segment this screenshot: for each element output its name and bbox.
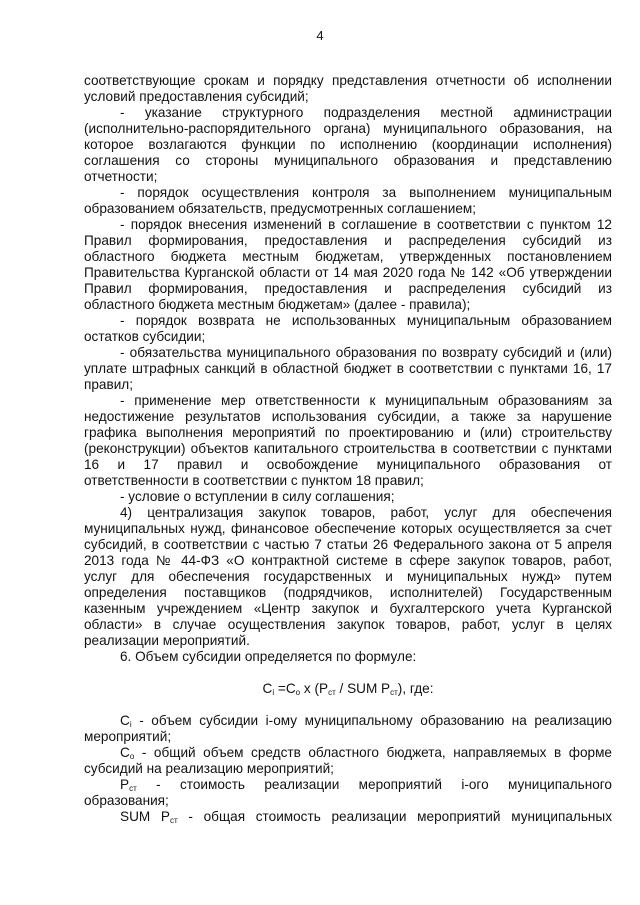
definition-symbol-sub: o — [129, 752, 135, 761]
formula-c: C — [262, 681, 273, 696]
text-line: соглашения со стороны муниципального образования и представлению — [84, 153, 612, 168]
definition-line — [84, 745, 612, 761]
text-line: определения поставщиков (подрядчиков, исполнителей) Государственным — [84, 585, 612, 600]
text-line: областного бюджета местным бюджетам, утвержденных постановлением — [84, 249, 612, 264]
text-line: - порядок внесения изменений в соглашение в соответствии с пунктом 12 — [120, 217, 612, 232]
definition-text: субсидий на реализацию мероприятий; — [84, 761, 334, 776]
text-line: (реконструкции) объектов капитального строительства в соответствии с пунктами — [84, 441, 612, 456]
page-number: 4 — [316, 28, 324, 43]
formula-p-sub: ст — [328, 688, 336, 697]
text-line: - порядок возврата не использованных муниципальным образованием — [120, 313, 612, 328]
text-line: 2013 года № 44-ФЗ «О контрактной системе в сфере закупок товаров, работ, — [84, 553, 612, 568]
definition-text: - объем субсидии i-ому муниципальному образованию на реализацию — [131, 713, 612, 728]
text-line: правил; — [84, 377, 134, 392]
text-line: 6. Объем субсидии определяется по формуле: — [120, 649, 417, 664]
definition-symbol: C — [120, 713, 130, 728]
text-line: условий предоставления субсидий; — [84, 89, 309, 104]
definition-line — [84, 713, 612, 729]
formula-sum-sub: ст — [390, 688, 398, 697]
text-line: (исполнительно-распорядительного органа) муниципального образования, на — [84, 121, 612, 136]
text-line: муниципальных нужд, финансовое обеспечение которых осуществляется за счет — [84, 521, 612, 536]
definition-line — [84, 761, 612, 777]
text-line: областного бюджета местным бюджетам» (далее - правила); — [84, 297, 471, 312]
text-line: - указание структурного подразделения местной администрации — [120, 105, 612, 120]
text-line: образованием обязательств, предусмотренных соглашением; — [84, 201, 477, 216]
formula-x: x (P — [300, 681, 329, 696]
definition-symbol: P — [120, 777, 130, 792]
formula-c-sub: i — [272, 688, 275, 697]
body-lines — [84, 73, 612, 665]
definition-symbol-sub: ст — [169, 816, 178, 825]
text-line: Правил формирования, предоставления и распределения субсидий из — [84, 281, 612, 296]
text-line: услуг для обеспечения государственных и муниципальных нужд» путем — [84, 569, 612, 584]
text-line: остатков субсидии; — [84, 329, 206, 344]
text-line: Правил формирования, предоставления и распределения субсидий из — [84, 233, 612, 248]
formula-eq: =C — [274, 681, 296, 696]
text-line: которое возлагаются функции по исполнению (координации исполнения) — [84, 137, 612, 152]
text-line: субсидий, в соответствии с частью 7 статьи 26 Федерального закона от 5 апреля — [84, 537, 612, 552]
text-line: реализации мероприятий. — [84, 633, 250, 648]
text-line: казенным учреждением «Центр закупок и бухгалтерского учета Курганской — [84, 601, 612, 616]
text-line: Правительства Курганской области от 14 мая 2020 года № 142 «Об утверждении — [84, 265, 612, 280]
definition-text: - стоимость реализации мероприятий i-ого муниципального — [136, 777, 612, 792]
text-line: соответствующие срокам и порядку представления отчетности об исполнении — [84, 73, 612, 88]
text-line: отчетности; — [84, 169, 158, 184]
definition-symbol-sub: i — [129, 720, 132, 729]
text-line: - обязательства муниципального образования по возврату субсидий и (или) — [120, 345, 612, 360]
definition-line — [84, 793, 612, 809]
text-line: графика выполнения мероприятий по проектированию и (или) строительству — [84, 425, 612, 440]
document-body — [84, 73, 612, 825]
text-line: - порядок осуществления контроля за выполнением муниципальным — [120, 185, 612, 200]
definition-text: образования; — [84, 793, 169, 808]
definition-symbol: C — [120, 745, 130, 760]
formula-c0-sub: o — [295, 688, 301, 697]
definition-line — [84, 777, 612, 793]
text-line: 4) централизация закупок товаров, работ, услуг для обеспечения — [120, 505, 612, 520]
text-line: - применение мер ответственности к муниципальным образованиям за — [120, 393, 612, 408]
definition-text: - общий объем средств областного бюджета, направляемых в форме — [134, 745, 612, 760]
text-line: ответственности в соответствии с пунктом 18 правил; — [84, 473, 424, 488]
text-line: недостижение результатов использования субсидии, а также за нарушение — [84, 409, 612, 424]
definition-line — [84, 729, 612, 745]
definition-line — [84, 809, 612, 825]
formula-tail: ), где: — [397, 681, 434, 696]
text-line: уплате штрафных санкций в областной бюджет в соответствии с пунктами 16, 17 — [84, 361, 612, 376]
definition-text: мероприятий; — [84, 729, 172, 744]
definition-text: - общая стоимость реализации мероприятий муниципальных — [177, 809, 612, 824]
formula-slash: / SUM P — [335, 681, 391, 696]
text-line: 16 и 17 правил и освобождение муниципального образования от — [84, 457, 612, 472]
text-line: области» в случае осуществления закупок товаров, работ, услуг в целях — [84, 617, 612, 632]
subsidy-formula — [84, 681, 612, 697]
definition-symbol-sub: ст — [129, 784, 137, 793]
text-line: - условие о вступлении в силу соглашения; — [120, 489, 395, 504]
definition-symbol: SUM P — [120, 809, 170, 824]
formula-definitions — [84, 713, 612, 825]
